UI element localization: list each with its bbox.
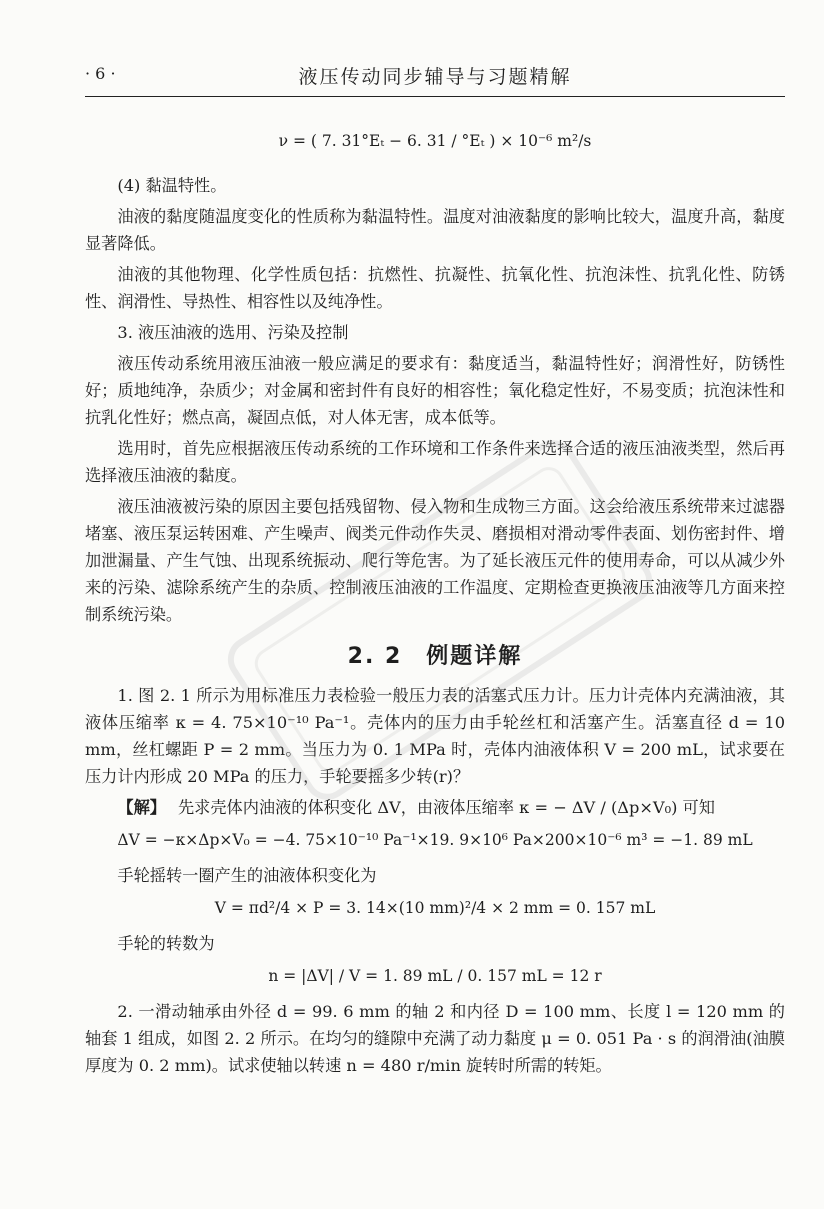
equation-handwheel-volume: V = πd²/4 × P = 3. 14×(10 mm)²/4 × 2 mm = 0. 157 mL: [214, 899, 656, 917]
problem-2-text: 2. 一滑动轴承由外径 d = 99. 6 mm 的轴 2 和内径 D = 100 mm、长度 l = 120 mm 的轴套 1 组成，如图 2. 2 所示。在均匀的缝隙中充满了动力黏度 μ = 0. 051 Pa · s 的润滑油(油膜厚度为 0. 2 mm)。试求使轴以转速 n = 480 r/min 旋转时所需的转矩。: [85, 1002, 785, 1075]
paragraph-oil-selection-heading: 3. 液压油液的选用、污染及控制: [117, 323, 349, 342]
page-number: · 6 ·: [85, 64, 116, 83]
problem-1-text-2: 手轮摇转一圈产生的油液体积变化为: [117, 866, 377, 885]
viscosity-formula: ν = ( 7. 31°Eₜ − 6. 31 / °Eₜ ) × 10⁻⁶ m²/s: [278, 132, 592, 150]
paragraph-viscosity-temp: 油液的黏度随温度变化的性质称为黏温特性。温度对油液黏度的影响比较大，温度升高，黏度显著降低。: [85, 207, 785, 253]
problem-1-text: 1. 图 2. 1 所示为用标准压力表检验一般压力表的活塞式压力计。压力计壳体内充满油液，其液体压缩率 κ = 4. 75×10⁻¹⁰ Pa⁻¹。壳体内的压力由手轮丝杠和活塞产生。活塞直径 d = 10 mm，丝杠螺距 P = 2 mm。当压力为 0. 1 MPa 时，壳体内油液体积 V = 200 mL，试求要在压力计内形成 20 MPa 的压力，手轮要摇多少转(r)？: [85, 686, 785, 786]
header-rule: [85, 96, 785, 97]
page-content: [85, 112, 785, 1083]
paragraph-oil-contamination: 液压油液被污染的原因主要包括残留物、侵入物和生成物三方面。这会给液压系统带来过滤器堵塞、液压泵运转困难、产生噪声、阀类元件动作失灵、磨损相对滑动零件表面、划伤密封件、增加泄漏量、产生气蚀、出现系统振动、爬行等危害。为了延长液压元件的使用寿命，可以从减少外来的污染、滤除系统产生的杂质、控制液压油液的工作温度、定期检查更换液压油液等几方面来控制系统污染。: [85, 497, 785, 624]
problem-1-text-3: 手轮的转数为: [117, 934, 215, 953]
paragraph-other-properties: 油液的其他物理、化学性质包括：抗燃性、抗凝性、抗氧化性、抗泡沫性、抗乳化性、防锈性、润滑性、导热性、相容性以及纯净性。: [85, 265, 785, 311]
equation-volume-change: ΔV = −κ×Δp×V₀ = −4. 75×10⁻¹⁰ Pa⁻¹×19. 9×10⁶ Pa×200×10⁻⁶ m³ = −1. 89 mL: [117, 831, 753, 849]
running-header: [85, 62, 785, 92]
solution-mark: 【解】: [117, 798, 166, 817]
solution-intro-text: 先求壳体内油液的体积变化 ΔV，由液体压缩率 κ = − ΔV / (Δp×V₀) 可知: [177, 798, 715, 817]
paragraph-viscosity-temp-heading: (4) 黏温特性。: [117, 176, 227, 195]
section-title: 2. 2 例题详解: [347, 644, 523, 669]
problem-1-solution-intro: [85, 794, 785, 821]
equation-turns: n = |ΔV| / V = 1. 89 mL / 0. 157 mL = 12 r: [268, 967, 602, 985]
book-title: 液压传动同步辅导与习题精解: [298, 66, 572, 88]
paragraph-oil-selection: 选用时，首先应根据液压传动系统的工作环境和工作条件来选择合适的液压油液类型，然后再选择液压油液的黏度。: [85, 439, 785, 485]
paragraph-oil-requirements: 液压传动系统用液压油液一般应满足的要求有：黏度适当，黏温特性好；润滑性好，防锈性好；质地纯净，杂质少；对金属和密封件有良好的相容性；氧化稳定性好，不易变质；抗泡沫性和抗乳化性好；燃点高，凝固点低，对人体无害，成本低等。: [85, 354, 785, 427]
